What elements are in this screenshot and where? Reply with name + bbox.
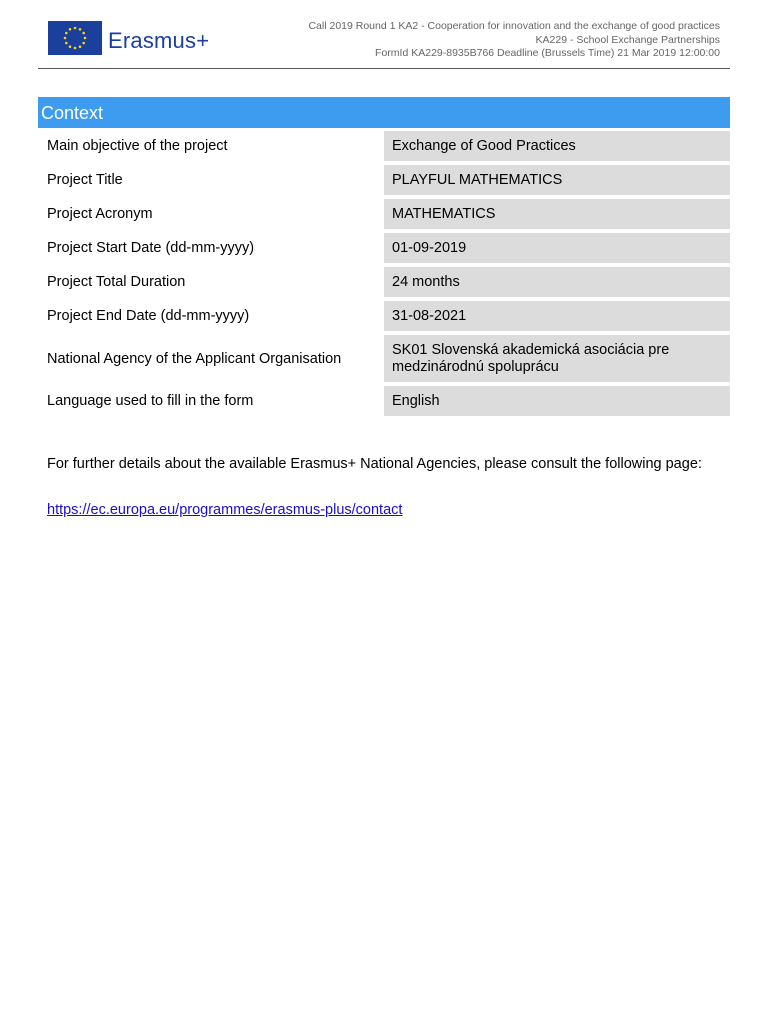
erasmus-logo [48,20,209,56]
row-label: Project Total Duration [47,274,186,290]
row-label: Project Acronym [47,206,153,222]
table-row [38,301,730,331]
row-value: English [384,386,730,416]
table-row [38,386,730,416]
row-label: Language used to fill in the form [47,393,254,409]
section-title: Context [38,97,730,128]
row-label: Project Title [47,172,123,188]
table-row [38,267,730,297]
row-value: PLAYFUL MATHEMATICS [384,165,730,195]
brand-name: Erasmus+ [108,28,210,53]
row-label: Project Start Date (dd-mm-yyyy) [47,240,255,256]
row-value: 01-09-2019 [384,233,730,263]
row-label: Main objective of the project [47,138,228,154]
form-line: FormId KA229-8935B766 Deadline (Brussels Time) 21 Mar 2019 12:00:00 [375,47,720,59]
table-row [38,335,730,382]
row-value: SK01 Slovenská akademická asociácia pre medzinárodnú spoluprácu [384,335,730,382]
table-row [38,199,730,229]
table-row [38,233,730,263]
header-info [308,20,720,61]
row-value: Exchange of Good Practices [384,131,730,161]
context-table [38,131,730,420]
table-row [38,165,730,195]
eu-flag-icon [48,21,102,55]
row-label: National Agency of the Applicant Organisation [47,350,342,367]
row-value: MATHEMATICS [384,199,730,229]
table-row [38,131,730,161]
action-line: KA229 - School Exchange Partnerships [535,33,720,46]
header-divider [38,68,730,69]
contact-link[interactable]: https://ec.europa.eu/programmes/erasmus-plus/contact [47,502,403,518]
row-value: 31-08-2021 [384,301,730,331]
agencies-note: For further details about the available Erasmus+ National Agencies, please consult the following page: [47,456,702,472]
row-label: Project End Date (dd-mm-yyyy) [47,308,250,324]
row-value: 24 months [384,267,730,297]
call-line: Call 2019 Round 1 KA2 - Cooperation for innovation and the exchange of good practices [308,20,720,32]
